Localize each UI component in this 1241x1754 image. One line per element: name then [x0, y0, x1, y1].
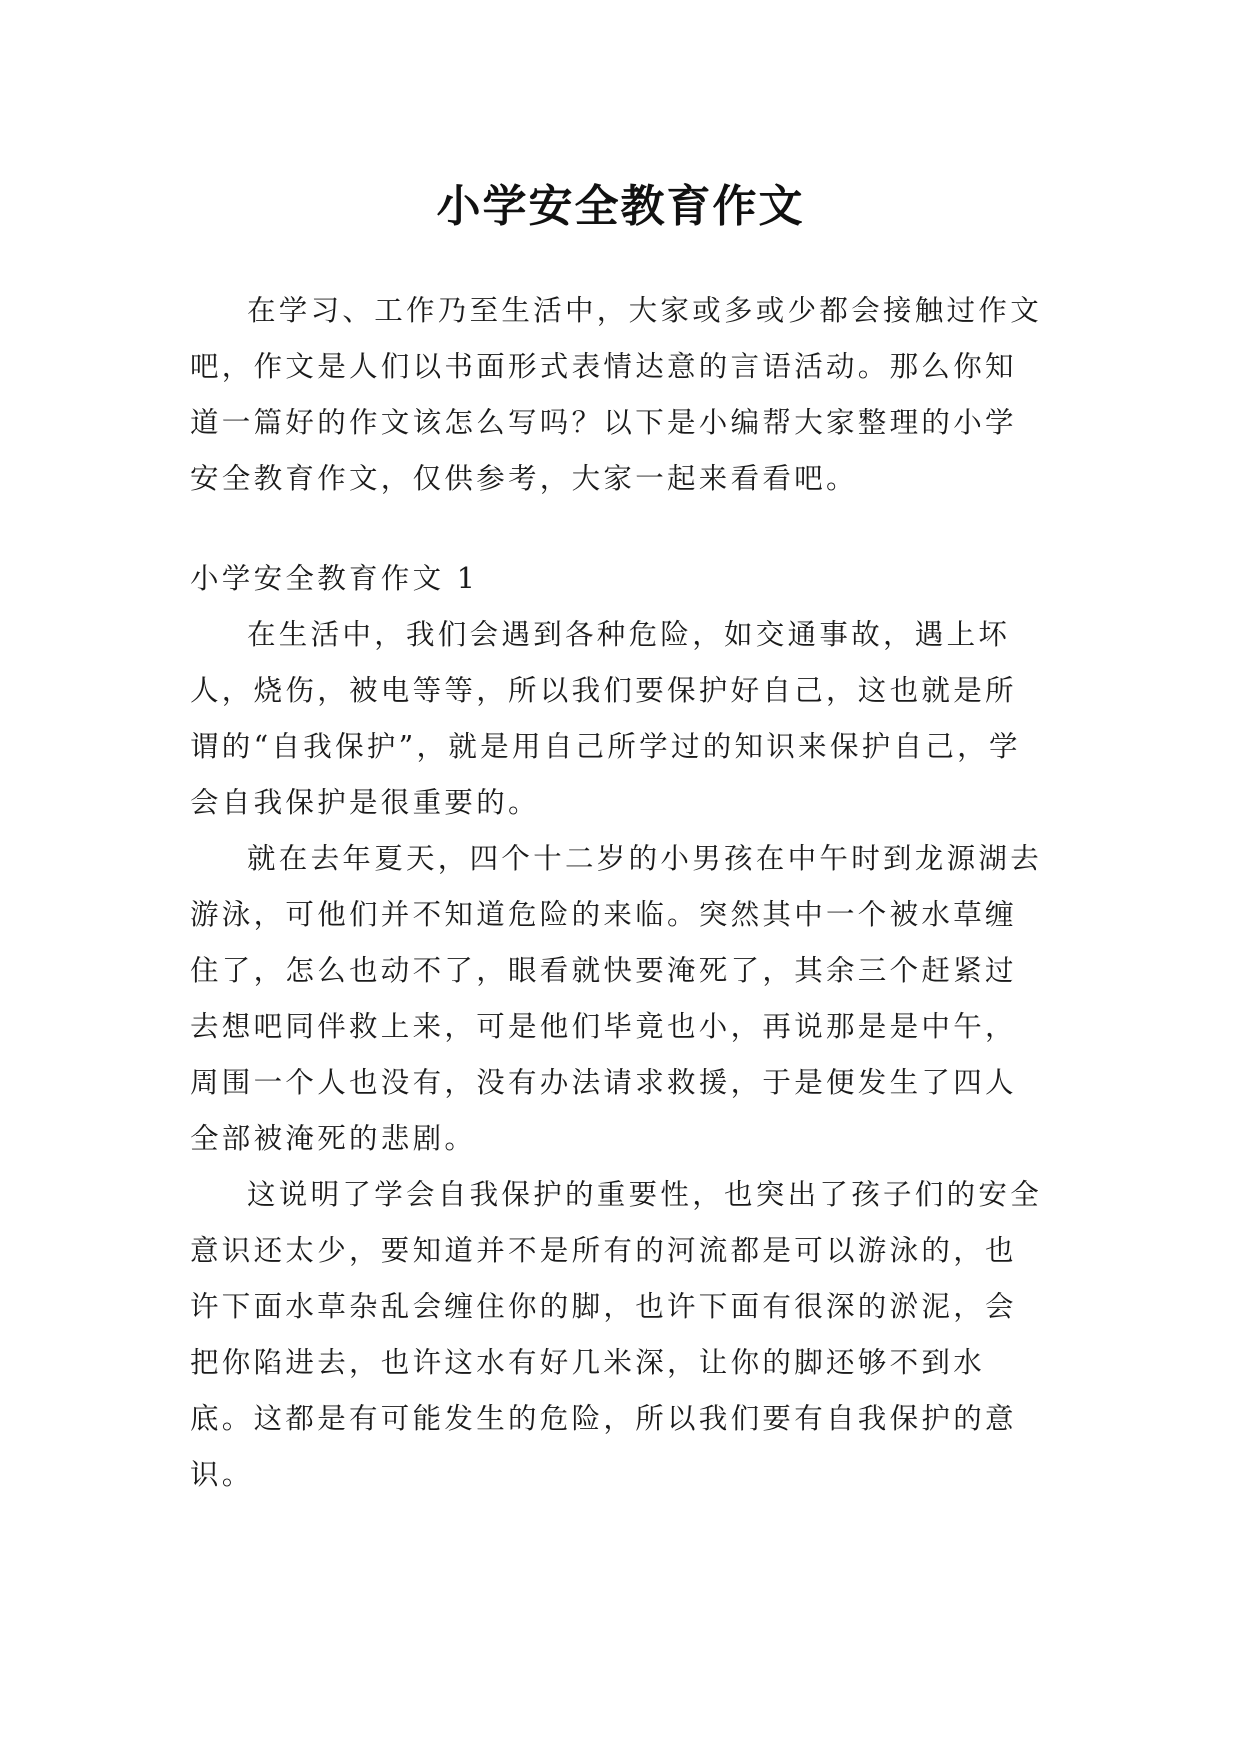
body-paragraph: 就在去年夏天，四个十二岁的小男孩在中午时到龙源湖去游泳，可他们并不知道危险的来临。突然其中一个被水草缠住了，怎么也动不了，眼看就快要淹死了，其余三个赶紧过去想吧同伴救上来，可是他们毕竟也小，再说那是是中午，周围一个人也没有，没有办法请求救援，于是便发生了四人全部被淹死的悲剧。 — [190, 842, 1043, 1155]
essay-section-1 — [190, 551, 1045, 1503]
document-body — [190, 283, 1045, 1503]
body-paragraph: 这说明了学会自我保护的重要性，也突出了孩子们的安全意识还太少，要知道并不是所有的河流都是可以游泳的，也许下面水草杂乱会缠住你的脚，也许下面有很深的淤泥，会把你陷进去，也许这水有好几米深，让你的脚还够不到水底。这都是有可能发生的危险，所以我们要有自我保护的意识。 — [190, 1178, 1043, 1491]
document-title: 小学安全教育作文 — [436, 181, 805, 233]
section-heading: 小学安全教育作文 1 — [190, 562, 479, 595]
intro-paragraph: 在学习、工作乃至生活中，大家或多或少都会接触过作文吧，作文是人们以书面形式表情达意的言语活动。那么你知道一篇好的作文该怎么写吗？以下是小编帮大家整理的小学安全教育作文，仅供参考，大家一起来看看吧。 — [190, 294, 1043, 495]
body-paragraph: 在生活中，我们会遇到各种危险，如交通事故，遇上坏人，烧伤，被电等等，所以我们要保护好自己，这也就是所谓的“自我保护”，就是用自己所学过的知识来保护自己，学会自我保护是很重要的。 — [190, 618, 1021, 819]
